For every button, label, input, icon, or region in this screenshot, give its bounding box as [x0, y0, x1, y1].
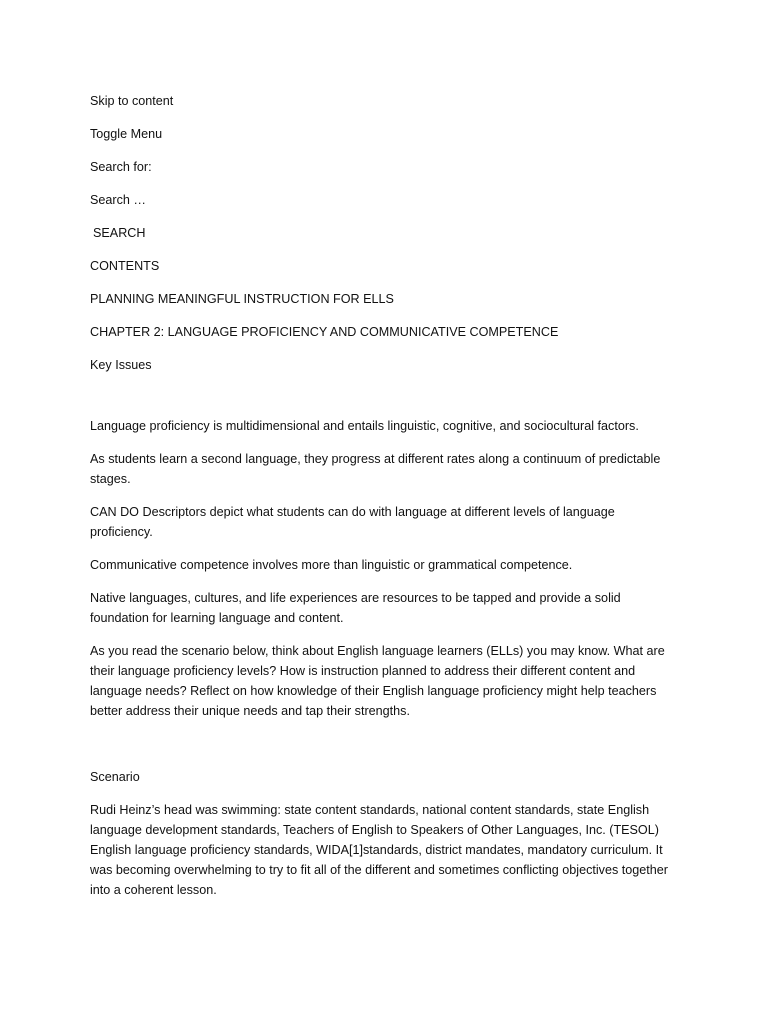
search-input-row	[90, 190, 670, 210]
key-issue-item: As students learn a second language, they progress at different rates along a continuum of predictable stages.	[90, 452, 661, 486]
toggle-menu-button[interactable]: Toggle Menu	[90, 127, 163, 141]
chapter-title: CHAPTER 2: LANGUAGE PROFICIENCY AND COMMUNICATIVE COMPETENCE	[90, 325, 559, 339]
key-issue-item: Native languages, cultures, and life experiences are resources to be tapped and provide a solid foundation for learning language and content.	[90, 591, 621, 625]
scenario-paragraph: Rudi Heinz’s head was swimming: state content standards, national content standards, state English language development standards, Teachers of English to Speakers of Other Languages, Inc. (TESOL) English language proficiency standards, WIDA[1]standards, district mandates, mandatory curriculum. It was becoming overwhelming to try to fit all of the different and sometimes conflicting objectives together into a coherent lesson.	[90, 803, 668, 897]
search-label-row	[90, 157, 670, 177]
key-issues-heading: Key Issues	[90, 358, 152, 372]
skip-to-content-link[interactable]: Skip to content	[90, 94, 174, 108]
toggle-menu-row	[90, 124, 670, 144]
key-issue-item: CAN DO Descriptors depict what students can do with language at different levels of language proficiency.	[90, 505, 615, 539]
scenario-heading: Scenario	[90, 770, 140, 784]
search-input[interactable]	[90, 190, 390, 210]
key-issue-item: As you read the scenario below, think about English language learners (ELLs) you may know. What are their language proficiency levels? How is instruction planned to address their different content and language needs? Reflect on how knowledge of their English language proficiency might help teachers better address their unique needs and tap their strengths.	[90, 644, 665, 718]
key-issue-item: Language proficiency is multidimensional and entails linguistic, cognitive, and sociocultural factors.	[90, 419, 639, 433]
contents-row	[90, 256, 670, 276]
chapter-title-row	[90, 322, 670, 342]
key-issue-item: Communicative competence involves more than linguistic or grammatical competence.	[90, 558, 573, 572]
spacer	[90, 734, 670, 767]
skip-link-row	[90, 91, 670, 111]
contents-link[interactable]: CONTENTS	[90, 259, 160, 273]
spacer	[90, 375, 670, 416]
book-title-row	[90, 289, 670, 309]
search-label: Search for:	[90, 160, 152, 174]
search-button[interactable]: SEARCH	[93, 226, 146, 240]
document-page	[90, 91, 670, 913]
search-button-row	[90, 223, 670, 243]
book-title-link[interactable]: PLANNING MEANINGFUL INSTRUCTION FOR ELLS	[90, 292, 394, 306]
